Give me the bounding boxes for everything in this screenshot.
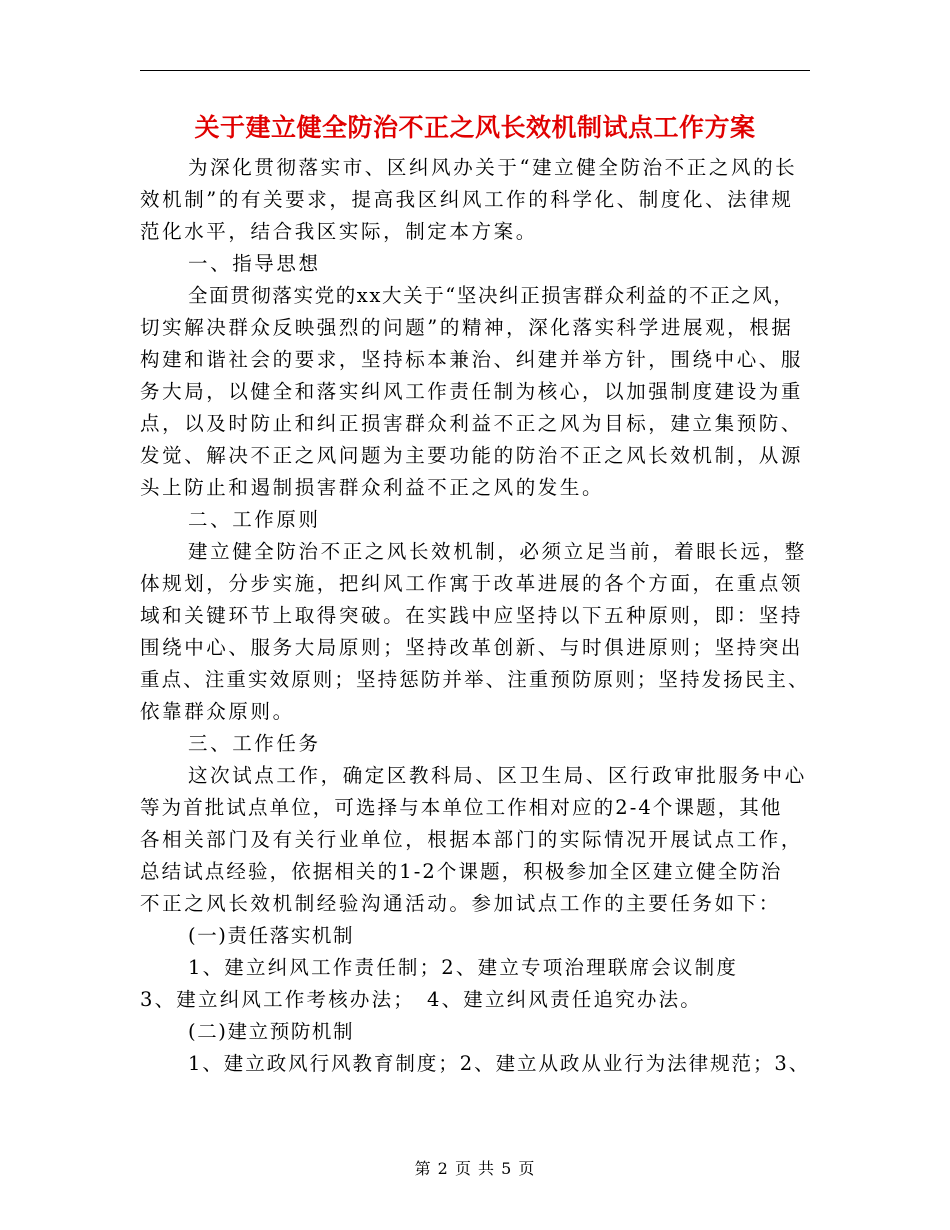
body-line: 这次试点工作，确定区教科局、区卫生局、区行政审批服务中心 (188, 764, 807, 787)
body-line: 头上防止和遏制损害群众利益不正之风的发生。 (140, 476, 605, 499)
body-line: 各相关部门及有关行业单位，根据本部门的实际情况开展试点工作， (140, 828, 804, 851)
body-line: 为深化贯彻落实市、区纠风办关于“建立健全防治不正之风的长 (188, 156, 798, 179)
section-heading: 二、工作原则 (188, 508, 321, 531)
page-footer: 第 2 页 共 5 页 (414, 1159, 536, 1178)
subsection-heading: (一)责任落实机制 (188, 924, 355, 947)
body-line: 依靠群众原则。 (140, 700, 295, 723)
document-title: 关于建立健全防治不正之风长效机制试点工作方案 (194, 113, 756, 142)
body-line: 全面贯彻落实党的xx大关于“坚决纠正损害群众利益的不正之风， (188, 284, 795, 307)
section-heading: 一、指导思想 (188, 252, 321, 275)
body-line: 点，以及时防止和纠正损害群众利益不正之风为目标，建立集预防、 (140, 412, 804, 435)
section-heading: 三、工作任务 (188, 732, 321, 755)
body-line: 1、建立纠风工作责任制；2、建立专项治理联席会议制度 (188, 956, 739, 979)
body-line: 总结试点经验，依据相关的1-2个课题，积极参加全区建立健全防治 (140, 860, 783, 883)
body-line: 效机制”的有关要求，提高我区纠风工作的科学化、制度化、法律规 (140, 188, 794, 211)
body-line: 1、建立政风行风教育制度；2、建立从政从业行为法律规范；3、 (188, 1052, 811, 1075)
body-line: 构建和谐社会的要求，坚持标本兼治、纠建并举方针，围绕中心、服 (140, 348, 804, 371)
body-line: 体规划，分步实施，把纠风工作寓于改革进展的各个方面，在重点领 (140, 572, 804, 595)
body-line: 范化水平，结合我区实际，制定本方案。 (140, 220, 538, 243)
body-line: 不正之风长效机制经验沟通活动。参加试点工作的主要任务如下： (140, 892, 781, 915)
body-line: 等为首批试点单位，可选择与本单位工作相对应的2-4个课题，其他 (140, 796, 783, 819)
body-line: 务大局，以健全和落实纠风工作责任制为核心，以加强制度建设为重 (140, 380, 804, 403)
body-line: 建立健全防治不正之风长效机制，必须立足当前，着眼长远，整 (188, 540, 807, 563)
body-line: 围绕中心、服务大局原则；坚持改革创新、与时俱进原则；坚持突出 (140, 636, 804, 659)
body-line: 切实解决群众反映强烈的问题”的精神，深化落实科学进展观，根据 (140, 316, 794, 339)
header-rule (140, 70, 810, 71)
body-line: 发觉、解决不正之风问题为主要功能的防治不正之风长效机制，从源 (140, 444, 804, 467)
body-line: 域和关键环节上取得突破。在实践中应坚持以下五种原则，即：坚持 (140, 604, 804, 627)
body-line: 重点、注重实效原则；坚持惩防并举、注重预防原则；坚持发扬民主、 (140, 668, 810, 691)
subsection-heading: (二)建立预防机制 (188, 1020, 355, 1043)
body-line: 3、建立纠风工作考核办法； 4、建立纠风责任追究办法。 (140, 988, 702, 1011)
